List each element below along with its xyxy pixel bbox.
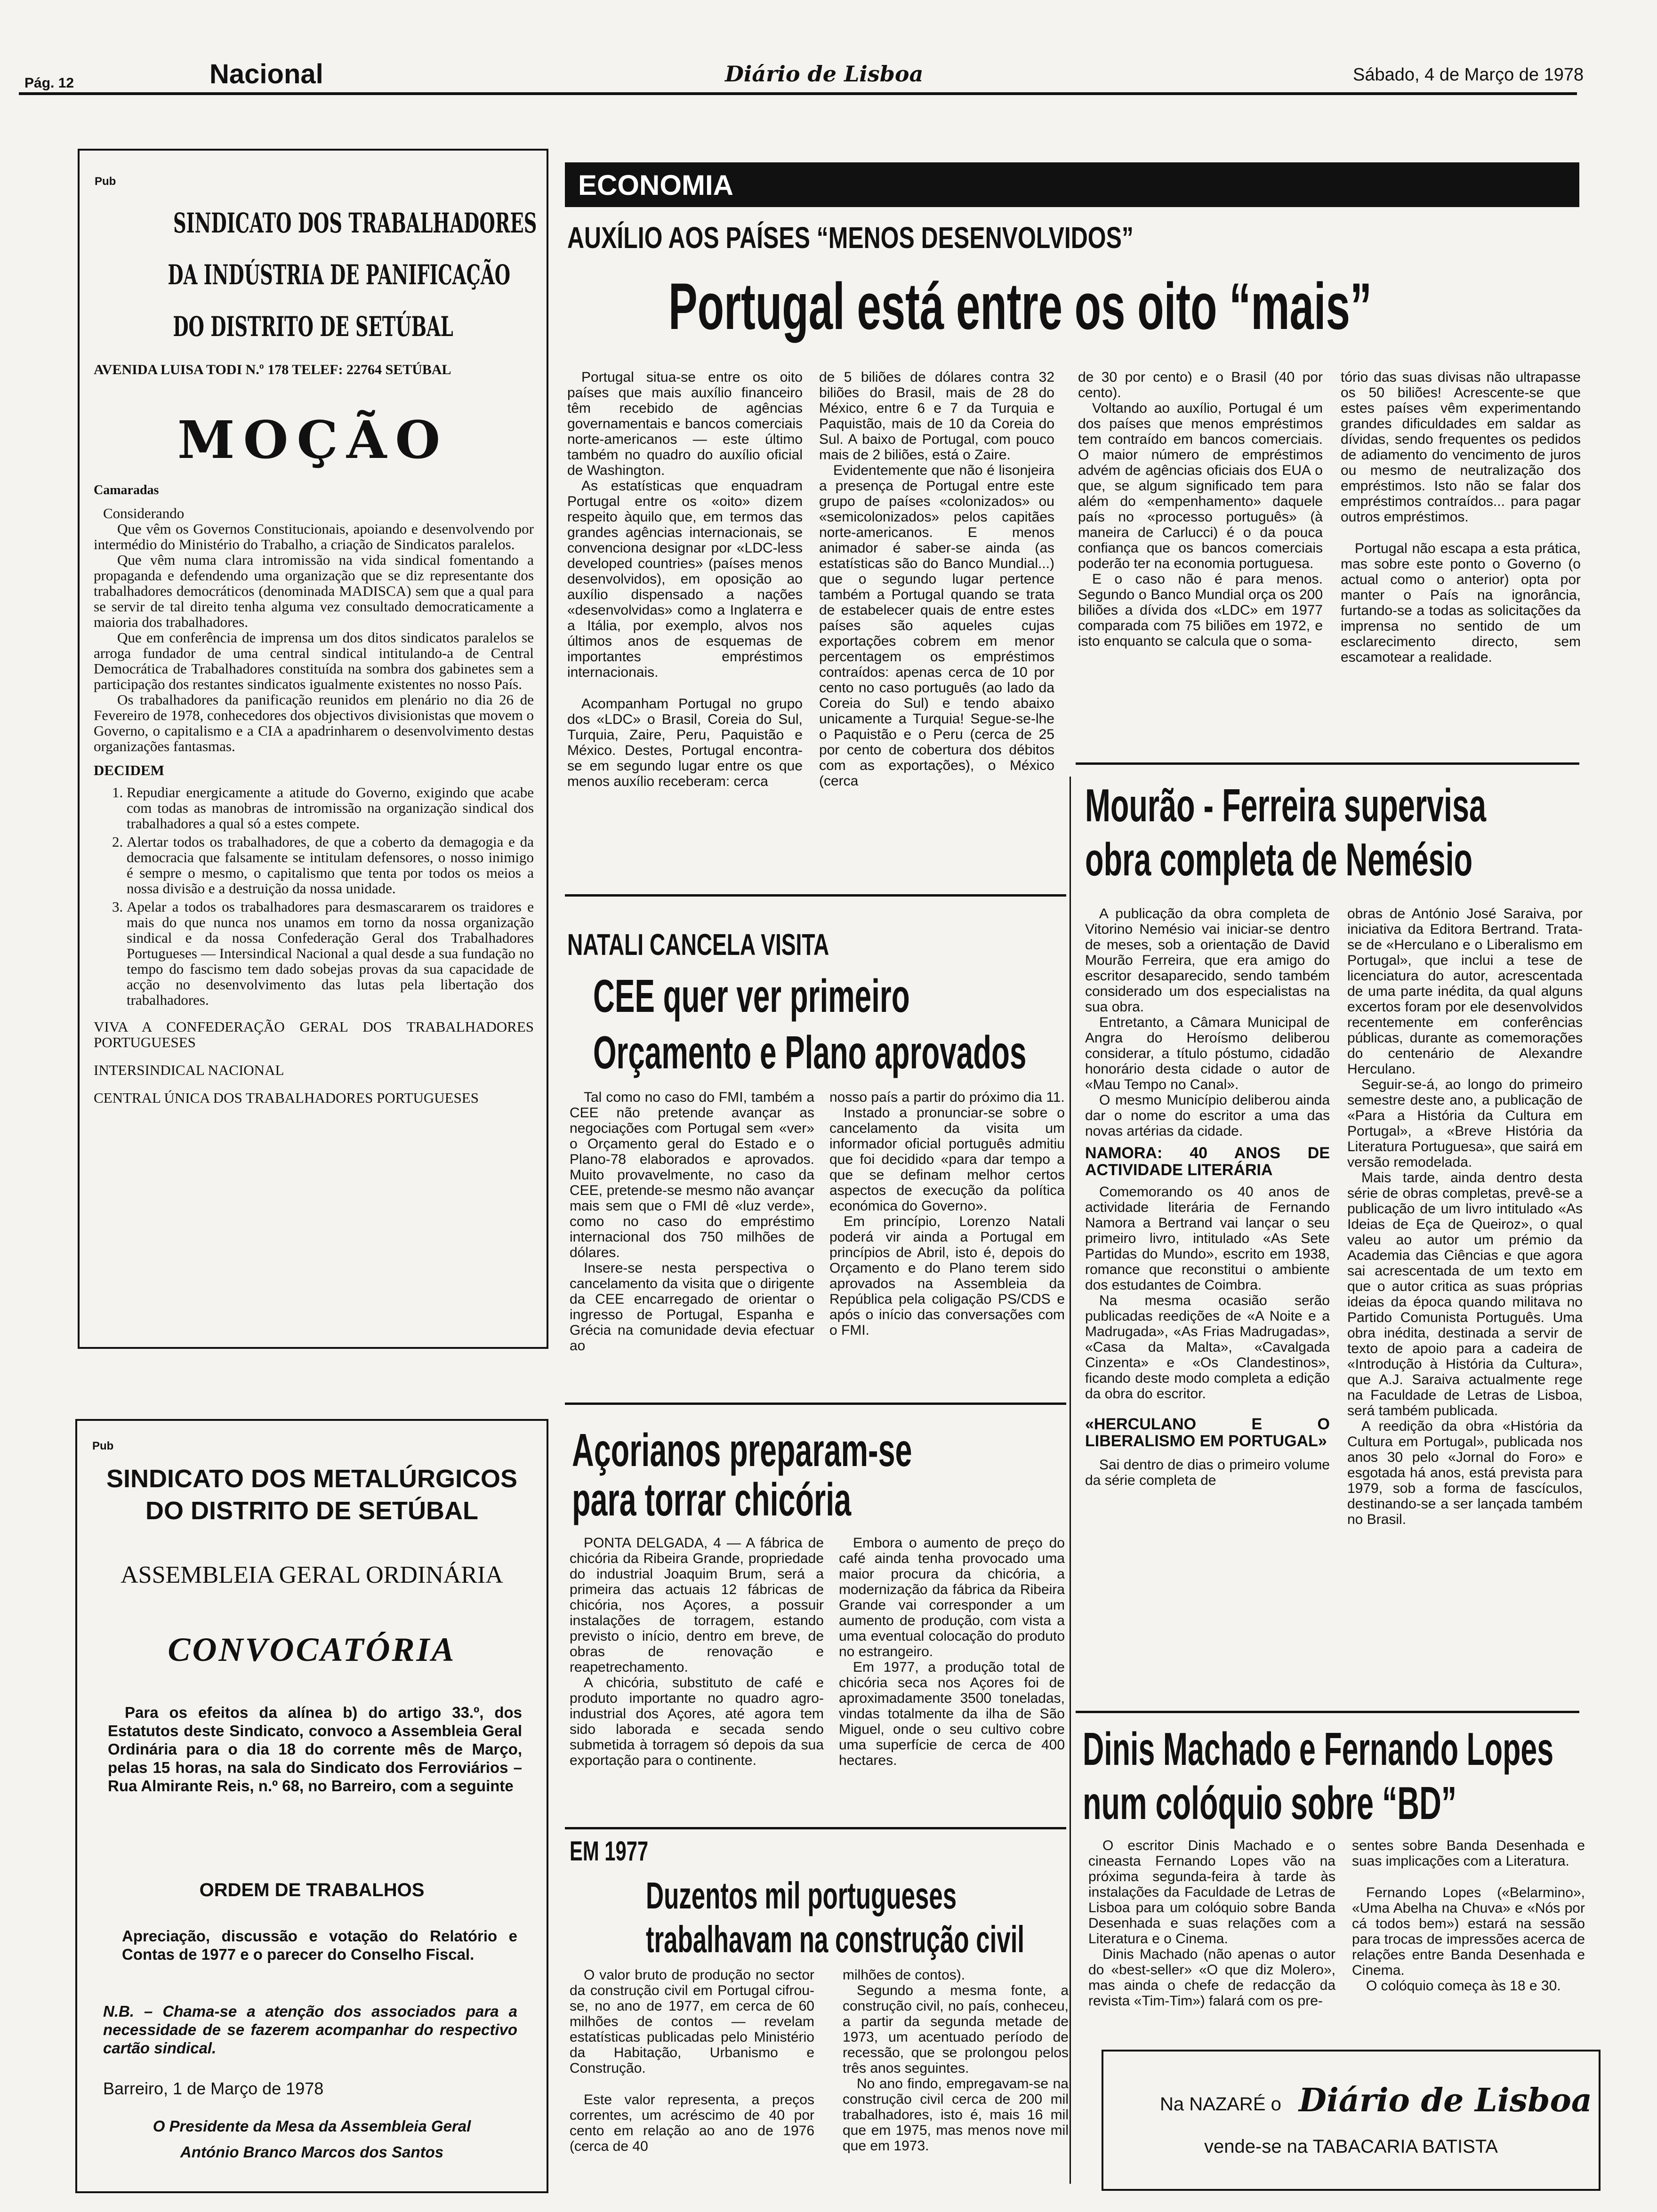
nemesio-col1: A publicação da obra completa de Vitorino Nemésio vai iniciar-se dentro de meses, sob a orientação de David Mourão Ferreira, que era amigo do escritor desaparecido, sendo também considerado um dos especialistas na sua obra. Entretanto, a Câmara Municipal de Angra do Heroísmo deliberou considerar, a título póstumo, cidadão honorário desta cidade o autor de «Mau Tempo no Canal». O mesmo Município deliberou ainda dar o nome do escritor a uma das novas artérias da cidade. NAMORA: 40 ANOS DE ACTIVIDADE LITERÁRIA Comemorando os 40 anos de actividade literária de Fernando Namora a Bertrand vai lançar o seu primeiro livro, intitulado «As Sete Partidas do Mundo», escrito em 1938, romance que reconstitui o ambiente dos estudantes de Coimbra. Na mesma ocasião serão publicadas reedições de «A Noite e a Madrugada», «As Frias Madrugadas», «Casa da Malta», «Cavalgada Cinzenta» e «Os Clandestinos», ficando deste modo completa a edição da obra do escritor. «HERCULANO E O LIBERALISMO EM PORTUGAL» Sai dentro de dias o primeiro volume da série completa de [1085,906,1330,1488]
dinis-col2: sentes sobre Banda Desenhada e suas implicações com a Literatura. Fernando Lopes («Belarmino», «Uma Abelha na Chuva» e «Nós por cá todos bem») estará na sessão para trocas de impressões acerca de relações entre Banda Desenhada e Cinema. O colóquio começa às 18 e 30. [1352,1838,1585,1994]
natali-col2: nosso país a partir do próximo dia 11. Instado a pronunciar-se sobre o cancelamento da visita um informador oficial português admitiu que foi decidido «para dar tempo a que se definam melhor certos aspectos de execução da política económica do Governo». Em princípio, Lorenzo Natali poderá vir ainda a Portugal em princípios de Abril, isto é, depois do Orçamento e do Plano terem sido aprovados na Assembleia da República pela coligação PS/CDS e após o início das conversações com o FMI. [829,1090,1065,1338]
dinis-col1: O escritor Dinis Machado e o cineasta Fernando Lopes vão na próxima segunda-feira à tarde às instalações da Faculdade de Letras de Lisboa para um colóquio sobre Banda Desenhada e suas relações com a Literatura e o Cinema. Dinis Machado (não apenas o autor do «best-seller» «O que diz Molero», mas ainda o chefe de redacção da revista «Tim-Tim») falará com os pre- [1088,1838,1335,2009]
masthead-rule [19,92,1577,95]
ad-panificacao [78,149,548,1349]
footer-ad-line2: vende-se na TABACARIA BATISTA [1204,2136,1498,2157]
ad2-agenda: Apreciação, discussão e votação do Relatório e Contas de 1977 e o parecer do Conselho Fiscal. [122,1927,517,1963]
ad2-signature-title: O Presidente da Mesa da Assembleia Geral [153,2117,471,2135]
natali-kicker: NATALI CANCELA VISITA [567,928,829,962]
nemesio-rule [1076,1711,1579,1713]
ad-org-line3: DO DISTRITO DE SETÚBAL [173,311,453,343]
newspaper-name: Diário de Lisboa [725,61,924,87]
ad-mocao-body: Camaradas Considerando Que vêm os Governos Constitucionais, apoiando e desenvolvendo por intermédio do Ministério do Trabalho, a criação de Sindicatos paralelos. Que vêm numa clara intromissão na vida sindical fomentando a propaganda e defendendo uma organização que se diz representante dos trabalhadores democráticos (denominada MADISCA) sem que a qual para se servir de tal direito tenha alguma vez consultado democraticamente a maioria dos trabalhadores. Que em conferência de imprensa um dos ditos sindicatos paralelos se arroga fundador de uma central sindical intitulando-a de Central Democrática de Trabalhadores constituída na sombra dos gabinetes sem a participação dos restantes sindicatos igualmente existentes no nosso País. Os trabalhadores da panificação reunidos em plenário no dia 26 de Fevereiro de 1978, conhecedores dos objectivos divisionistas que movem o Governo, o capitalismo e a CIA a apadrinharem o desenvolvimento destas organizações fantasmas. DECIDEM 1. Repudiar energicamente a atitude do Governo, exigindo que acabe com todas as manobras de intromissão na organização sindical dos trabalhadores a qual só a estes compete. 2. Alertar todos os trabalhadores, de que a coberto da demagogia e da democracia que falsamente se intitulam defensores, o nosso inimigo é sempre o mesmo, o capitalismo que tenta por todos os meios a nossa divisão e a destruição da nossa unidade. 3. Apelar a todos os trabalhadores para desmascararem os traidores e mais do que nunca nos unamos em torno da nossa organização sindical e da nossa Confederação Geral dos Trabalhadores Portugueses — Intersindical Nacional a qual desde a sua fundação no tempo do fascismo tem dado sobejas provas da sua capacidade de acção no desenvolvimento das lutas pela libertação dos trabalhadores. VIVA A CONFEDERAÇÃO GERAL DOS TRABALHADORES PORTUGUESES INTERSINDICAL NACIONAL CENTRAL ÚNICA DOS TRABALHADORES PORTUGUESES [94,482,534,1330]
construcao-kicker: EM 1977 [570,1836,649,1867]
natali-rule [565,1403,1066,1405]
column-divider [1070,777,1071,2184]
acorianos-headline2: para torrar chicória [572,1474,852,1525]
herculano-subhead: «HERCULANO E O LIBERALISMO EM PORTUGAL» [1085,1415,1330,1450]
construcao-col1: O valor bruto de produção no sector da construção civil em Portugal cifrou-se, no ano de 1977, em cerca de 60 milhões de contos — revelam estatísticas publicadas pelo Ministério da Habitação, Urbanismo e Construção. Este valor representa, a preços correntes, um acréscimo de 40 por cento em relação ao ano de 1976 (cerca de 40 [570,1967,814,2154]
ad2-nb: N.B. – Chama-se a atenção dos associados para a necessidade de se fazerem acompanhar do respectivo cartão sindical. [103,2003,517,2057]
economia-banner: ECONOMIA [565,162,1579,207]
economia-col3: de 30 por cento) e o Brasil (40 por cento). Voltando ao auxílio, Portugal é um dos países que menos empréstimos tem contraído em bancos comerciais. O maior número de empréstimos advém de agências oficiais dos EUA o que, se algum significado tem para além do «empenhamento» daquele país no «processo português» (à maneira de Carlucci) é o da pouca confiança que os bancos comerciais poderão ter na economia portuguesa. E o caso não é para menos. Segundo o Banco Mundial orça os 200 biliões a dívida dos «LDC» em 1977 comparada com 75 biliões em 1972, e isto enquanto se calcula que o soma- [1078,369,1323,649]
construcao-headline1: Duzentos mil portugueses [646,1875,957,1916]
natali-headline2: Orçamento e Plano aprovados [593,1026,1027,1078]
acorianos-col2: Embora o aumento de preço do café ainda tenha provocado uma maior procura da chicória, a modernização da fábrica da Ribeira Grande vai corresponder a um aumento de produção, com vista a uma eventual colocação do produto no estrangeiro. Em 1977, a produção total de chicória seca nos Açores foi de aproximadamente 3500 toneladas, vindas totalmente da ilha de São Miguel, onde o seu cultivo cobre uma superfície de cerca de 400 hectares. [839,1535,1065,1768]
decisions-list: 1. Repudiar energicamente a atitude do Governo, exigindo que acabe com todas as manobras de intromissão na organização sindical dos trabalhadores a qual só a estes compete. 2. Alertar todos os trabalhadores, de que a coberto da demagogia e da democracia que falsamente se intitulam defensores, o nosso inimigo é sempre o mesmo, o capitalismo que tenta por todos os meios a nossa divisão e a destruição da nossa unidade. 3. Apelar a todos os trabalhadores para desmascararem os traidores e mais do que nunca nos unamos em torno da nossa organização sindical e da nossa Confederação Geral dos Trabalhadores Portugueses — Intersindical Nacional a qual desde a sua fundação no tempo do fascismo tem dado sobejas provas da sua capacidade de acção no desenvolvimento das lutas pela libertação dos trabalhadores. [94,785,534,1008]
economia-rule [565,894,1066,897]
page-number: Pág. 12 [24,75,74,91]
ad-metalurgicos [75,1419,548,2193]
economia-rule-right [1076,762,1579,765]
dinis-headline2: num colóquio sobre “BD” [1083,1777,1457,1829]
acorianos-col1: PONTA DELGADA, 4 — A fábrica de chicória da Ribeira Grande, propriedade do industrial Joaquim Brum, será a primeira das actuais 12 fábricas de chicória, nos Açores, a possuir instalações de torragem, estando previsto o início, dentro em breve, de obras de renovação e reapetrechamento. A chicória, substituto de café e produto importante no quadro agro-industrial dos Açores, até agora tem sido laborada e secada sendo submetida à torragem só depois da sua exportação para o continente. [570,1535,824,1768]
issue-date: Sábado, 4 de Março de 1978 [1353,65,1584,85]
construcao-col2: milhões de contos). Segundo a mesma fonte, a construção civil, no país, conheceu, a partir da segunda metade de 1973, um acentuado período de recessão, que se prolongou pelos três anos seguintes. No ano findo, empregavam-se na construção civil cerca de 200 mil trabalhadores, isto é, mais 16 mil que em 1975, mas menos nove mil que em 1973. [843,1967,1069,2154]
ad-tag: Pub [95,175,116,188]
ad-org-line2: DA INDÚSTRIA DE PANIFICAÇÃO [168,259,511,291]
economia-kicker: AUXÍLIO AOS PAÍSES “MENOS DESENVOLVIDOS” [567,221,1134,255]
ad2-tag: Pub [92,1440,114,1452]
ad2-assembly: ASSEMBLEIA GERAL ORDINÁRIA [121,1562,503,1588]
acorianos-headline1: Açorianos preparam-se [572,1424,912,1476]
ad2-org-line2: DO DISTRITO DE SETÚBAL [145,1497,479,1525]
construcao-headline2: trabalhavam na construção civil [646,1918,1025,1960]
section-name: Nacional [209,59,323,89]
footer-ad-newspaper: Diário de Lisboa [1299,2082,1592,2119]
ad2-agenda-title: ORDEM DE TRABALHOS [199,1880,425,1900]
economia-col4: tório das suas divisas não ultrapasse os 50 biliões! Acrescente-se que estes países vêm experimentando grandes dificuldades em saldar as dívidas, sendo frequentes os pedidos de adiamento do vencimento de juros ou mesmo de neutralização dos empréstimos. Isto não se falar dos empréstimos contraídos... para pagar outros empréstimos. Portugal não escapa a esta prática, mas sobre este ponto o Governo (o actual como o anterior) opta por manter o País na ignorância, furtando-se a todas as solicitações da imprensa no sentido de um esclarecimento directo, sem escamotear a realidade. [1341,369,1581,665]
nemesio-headline1: Mourão - Ferreira supervisa [1085,779,1486,831]
dinis-headline1: Dinis Machado e Fernando Lopes [1083,1723,1554,1775]
ad-org-line1: SINDICATO DOS TRABALHADORES [173,207,537,239]
ad-title-mocao: MOÇÃO [177,409,449,470]
nemesio-col2: obras de António José Saraiva, por iniciativa da Editora Bertrand. Trata-se de «Herculano e o Liberalismo em Portugal», que inclui a tese de licenciatura do autor, acrescentada de uma parte inédita, da qual alguns excertos foram por ele desenvolvidos recentemente em conferências públicas, durante as comemorações do centenário de Alexandre Herculano. Seguir-se-á, ao longo do primeiro semestre deste ano, a publicação de «Para a História da Cultura em Portugal», a «Breve História da Literatura Portuguesa», que sairá em versão remodelada. Mais tarde, ainda dentro desta série de obras completas, prevê-se a publicação de um livro intitulado «As Ideias de Eça de Queiroz», o qual valeu ao autor um prémio da Academia das Ciências e que agora sai acrescentada de um texto em que o autor critica as suas próprias ideias da época quando militava no Partido Comunista Português. Uma obra inédita, destinada a servir de texto de apoio para a cadeira de «Introdução à História da Cultura», que A.J. Saraiva actualmente rege na Faculdade de Letras de Lisboa, será também publicada. A reedição da obra «História da Cultura em Portugal», publicada nos anos 30 pelo «Jornal do Foro» e esgotada há anos, está prevista para 1979, sob a forma de fascículos, destinando-se a ser lançada também no Brasil. [1347,906,1583,1527]
ad2-org-line1: SINDICATO DOS METALÚRGICOS [106,1465,518,1493]
footer-ad [1102,2050,1601,2191]
natali-col1: Tal como no caso do FMI, também a CEE não pretende avançar as negociações com Portugal sem «ver» o Orçamento geral do Estado e o Plano-78 elaborados e aprovados. Muito provavelmente, no caso da CEE, pretende-se mesmo não avançar mais sem que o FMI dê «luz verde», como no caso do empréstimo internacional dos 750 milhões de dólares. Insere-se nesta perspectiva o cancelamento da visita que o dirigente da CEE encarregado de orientar o ingresso de Portugal, Espanha e Grécia na comunidade devia efectuar ao [570,1090,814,1354]
ad2-body: Para os efeitos da alínea b) do artigo 33.º, dos Estatutos deste Sindicato, convoco a Assembleia Geral Ordinária para o dia 18 do corrente mês de Março, pelas 15 horas, na sala do Sindicato dos Ferroviários – Rua Almirante Reis, n.º 68, no Barreiro, com a seguinte [108,1704,522,1795]
ad2-signature-name: António Branco Marcos dos Santos [180,2143,444,2161]
economia-col2: de 5 biliões de dólares contra 32 biliões do Brasil, mais de 28 do México, entre 6 e 7 da Turquia e Paquistão, mais de 10 da Coreia do Sul. A baixo de Portugal, com pouco mais de 2 biliões, está o Zaire. Evidentemente que não é lisonjeira a presença de Portugal entre este grupo de países «colonizados» ou «semicolonizados» pelos capitães norte-americanos. E menos animador é saber-se ainda (as estatísticas são do Banco Mundial...) que o segundo lugar pertence também a Portugal quando se trata de estabelecer quais de entre estes países são aqueles cujas exportações cobrem em menor percentagem os empréstimos contraídos: apenas cerca de 10 por cento no caso português (ao lado da Coreia do Sul) e tendo abaixo unicamente a Turquia! Segue-se-lhe o Paquistão e o Peru (cerca de 25 por cento de cobertura dos débitos com as exportações), o México (cerca [819,369,1054,789]
nemesio-headline2: obra completa de Nemésio [1085,834,1473,885]
natali-headline1: CEE quer ver primeiro [593,970,910,1022]
ad2-title: CONVOCATÓRIA [168,1631,456,1668]
economia-col1: Portugal situa-se entre os oito países que mais auxílio financeiro têm recebido de agências governamentais e bancos comerciais norte-americanos — este último também no quadro do auxílio oficial de Washington. As estatísticas que enquadram Portugal entre os «oito» dizem respeito àquilo que, em termos das grandes agências internacionais, se convenciona designar por «LDC-less developed countries» (países menos desenvolvidos), em oposição ao auxílio dispensado a nações «desenvolvidas» como a Inglaterra e a Itália, por exemplo, alvos nos últimos anos de esquemas de importantes empréstimos internacionais. Acompanham Portugal no grupo dos «LDC» o Brasil, Coreia do Sul, Turquia, Zaire, Peru, Paquistão e México. Destes, Portugal encontra-se em segundo lugar entre os que menos auxílio receberam: cerca [567,369,803,789]
footer-ad-prefix: Na NAZARÉ o [1160,2094,1281,2115]
ad2-place-date: Barreiro, 1 de Março de 1978 [103,2079,324,2098]
ad-address: AVENIDA LUISA TODI N.º 178 TELEF: 22764 SETÚBAL [94,362,451,377]
namora-subhead: NAMORA: 40 ANOS DE ACTIVIDADE LITERÁRIA [1085,1144,1330,1179]
acorianos-rule [565,1827,1066,1829]
economia-headline: Portugal está entre os oito “mais” [668,269,1372,343]
